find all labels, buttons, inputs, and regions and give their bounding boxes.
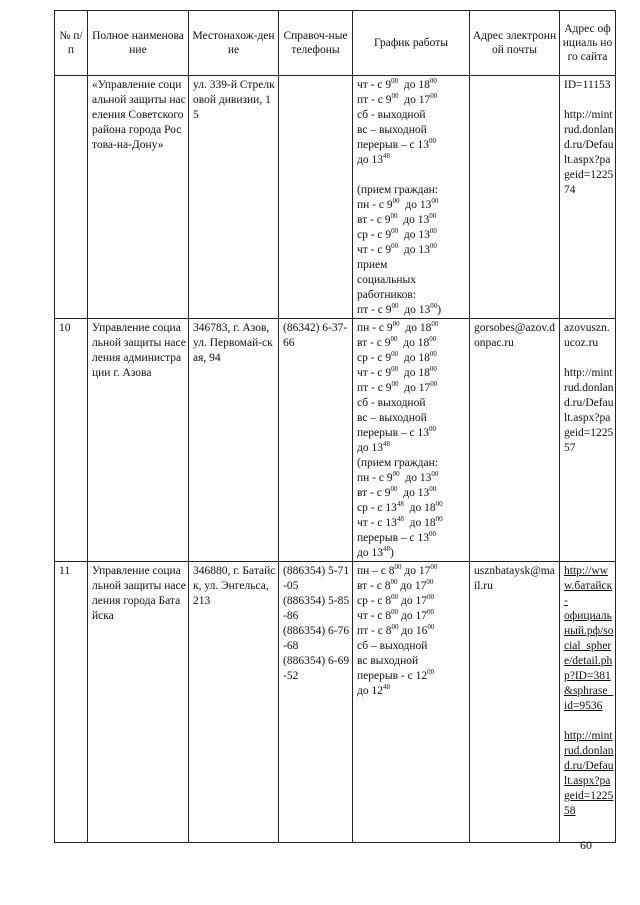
website-line[interactable]: d.ru/Defau xyxy=(564,760,614,772)
schedule-minutes: 00 xyxy=(390,212,398,221)
schedule-minutes: 00 xyxy=(429,335,437,344)
schedule-text: до 12 xyxy=(357,685,383,697)
phone-number: (886354) 5-71-05 xyxy=(283,565,350,592)
cell-schedule xyxy=(353,76,470,319)
website-line[interactable]: rud.donlan xyxy=(564,745,614,757)
schedule-minutes: 00 xyxy=(430,380,438,389)
schedule-text: до 17 xyxy=(398,595,428,607)
cell-email[interactable]: usznbataysk@mail.ru xyxy=(470,562,560,843)
cell-website[interactable] xyxy=(560,562,616,843)
cell-num: 11 xyxy=(55,562,88,843)
schedule-minutes: 48 xyxy=(382,683,390,692)
website-line[interactable]: d.ru/Defau xyxy=(564,397,614,409)
website-line[interactable]: id=9536 xyxy=(564,700,603,712)
schedule-text: пн – с 8 xyxy=(357,565,395,577)
schedule-line xyxy=(357,168,467,183)
schedule-minutes: 00 xyxy=(435,500,443,509)
schedule-minutes: 00 xyxy=(429,212,437,221)
website-line[interactable]: 57 xyxy=(564,442,576,454)
schedule-text: до 17 xyxy=(398,94,431,106)
website-line[interactable]: 58 xyxy=(564,805,576,817)
schedule-minutes: 48 xyxy=(396,515,404,524)
schedule-line xyxy=(357,213,467,228)
website-line[interactable]: http://ww xyxy=(564,565,609,577)
website-line[interactable]: ID=11153 xyxy=(564,79,611,91)
schedule-line xyxy=(357,564,467,579)
schedule-minutes: 00 xyxy=(426,578,434,587)
schedule-text: до 13 xyxy=(397,487,430,499)
schedule-minutes: 00 xyxy=(391,227,399,236)
cell-email[interactable]: gorsobes@azov.donpac.ru xyxy=(470,319,560,562)
schedule-text: перерыв – с 13 xyxy=(357,427,429,439)
schedule-minutes: 00 xyxy=(429,365,437,374)
website-line[interactable]: geid=1225 xyxy=(564,169,614,181)
schedule-text: сб – выходной xyxy=(357,640,428,652)
schedule-text: до 13 xyxy=(399,199,432,211)
schedule-text: вс выходной xyxy=(357,655,419,667)
cell-phones xyxy=(279,319,353,562)
schedule-minutes: 00 xyxy=(429,77,437,86)
cell-email[interactable] xyxy=(470,76,560,319)
schedule-text: чт - с 13 xyxy=(357,517,397,529)
page-number: 60 xyxy=(580,838,592,852)
schedule-minutes: 00 xyxy=(435,515,443,524)
schedule-text: до 17 xyxy=(397,580,427,592)
schedule-text: вс – выходной xyxy=(357,412,427,424)
schedule-line xyxy=(357,138,467,153)
schedule-minutes: 00 xyxy=(431,320,439,329)
schedule-text: сб - выходной xyxy=(357,109,426,121)
schedule-text: чт - с 9 xyxy=(357,79,392,91)
schedule-text: социальных xyxy=(357,274,416,286)
schedule-text: ср - с 9 xyxy=(357,352,392,364)
website-line[interactable]: http://mint xyxy=(564,367,613,379)
schedule-text: до 13 xyxy=(357,547,383,559)
schedule-text: до 13 xyxy=(398,304,431,316)
schedule-line xyxy=(357,546,467,561)
schedule-text: чт - с 9 xyxy=(357,367,392,379)
schedule-text: до 18 xyxy=(398,367,430,379)
schedule-text: пт - с 9 xyxy=(357,94,392,106)
schedule-minutes: 00 xyxy=(427,593,435,602)
schedule-line xyxy=(357,609,467,624)
schedule-minutes: 00 xyxy=(390,335,398,344)
website-line[interactable]: ный.рф/so xyxy=(564,625,614,637)
schedule-text: пн - с 9 xyxy=(357,199,393,211)
website-line[interactable]: w.батайск xyxy=(564,580,613,592)
schedule-minutes: 00 xyxy=(430,563,438,572)
schedule-text: вт - с 8 xyxy=(357,580,391,592)
schedule-line xyxy=(357,411,467,426)
schedule-line xyxy=(357,654,467,669)
schedule-text: чт - с 9 xyxy=(357,244,392,256)
schedule-line xyxy=(357,243,467,258)
schedule-minutes: 00 xyxy=(429,350,437,359)
schedule-text: (прием граждан: xyxy=(357,184,438,196)
website-line[interactable]: lt.aspx?pa xyxy=(564,154,611,166)
header-phones: Справоч-ные телефоны xyxy=(279,11,353,76)
schedule-minutes: 00 xyxy=(426,608,434,617)
header-website: Адрес официаль ного сайта xyxy=(560,11,616,76)
schedule-minutes: 00 xyxy=(391,242,399,251)
blank-line xyxy=(564,351,613,366)
schedule-line xyxy=(357,153,467,168)
schedule-text: ) xyxy=(389,547,394,559)
schedule-minutes: 00 xyxy=(391,92,399,101)
schedule-minutes: 48 xyxy=(396,500,404,509)
schedule-text: пн - с 9 xyxy=(357,322,393,334)
schedule-minutes: 00 xyxy=(390,578,398,587)
schedule-minutes: 00 xyxy=(391,593,399,602)
schedule-minutes: 48 xyxy=(382,152,390,161)
phone-number: (86342) 6-37-66 xyxy=(283,322,348,349)
cell-name: Управление социальной защиты населения администрации г. Азова xyxy=(88,319,189,562)
schedule-text: (прием граждан: xyxy=(357,457,438,469)
schedule-line xyxy=(357,471,467,486)
blank-line xyxy=(564,93,613,108)
schedule-line xyxy=(357,78,467,93)
schedule-text: до 17 xyxy=(398,382,431,394)
schedule-line xyxy=(357,288,467,303)
schedule-minutes: 00 xyxy=(427,623,435,632)
schedule-line xyxy=(357,639,467,654)
phone-number: (886354) 6-76-68 xyxy=(283,625,350,652)
schedule-line xyxy=(357,396,467,411)
schedule-line xyxy=(357,456,467,471)
schedule-text: до 13 xyxy=(357,442,383,454)
schedule-text: до 13 xyxy=(397,214,430,226)
schedule-line xyxy=(357,594,467,609)
schedule-text: вт - с 9 xyxy=(357,487,391,499)
schedule-text: ) xyxy=(437,304,442,316)
schedule-line xyxy=(357,531,467,546)
schedule-line xyxy=(357,123,467,138)
website-line[interactable]: rud.donlan xyxy=(564,382,614,394)
schedule-text: пт - с 9 xyxy=(357,382,392,394)
schedule-line xyxy=(357,321,467,336)
schedule-line xyxy=(357,486,467,501)
cell-phones xyxy=(279,562,353,843)
schedule-minutes: 00 xyxy=(391,77,399,86)
schedule-minutes: 00 xyxy=(392,320,400,329)
header-row xyxy=(55,11,616,76)
schedule-text: до 18 xyxy=(403,517,436,529)
website-line[interactable]: e/detail.ph xyxy=(564,655,613,667)
cell-website[interactable] xyxy=(560,76,616,319)
website-line[interactable]: - xyxy=(564,595,568,607)
schedule-line xyxy=(357,93,467,108)
schedule-text: вс – выходной xyxy=(357,124,427,136)
schedule-text: до 18 xyxy=(399,322,432,334)
schedule-text: ср - с 8 xyxy=(357,595,392,607)
schedule-line xyxy=(357,624,467,639)
schedule-line xyxy=(357,501,467,516)
schedule-text: перерыв - с 12 xyxy=(357,670,428,682)
schedule-line xyxy=(357,669,467,684)
schedule-minutes: 00 xyxy=(430,302,438,311)
schedule-minutes: 00 xyxy=(391,365,399,374)
schedule-text: ср - с 9 xyxy=(357,229,392,241)
schedule-minutes: 00 xyxy=(429,425,436,434)
cell-num: 10 xyxy=(55,319,88,562)
schedule-line xyxy=(357,441,467,456)
website-line[interactable]: azovuszn. xyxy=(564,322,610,334)
website-line[interactable]: lt.aspx?pa xyxy=(564,412,611,424)
cell-name: «Управление социальной защиты населения Советского района города Ростова-на-Дону» xyxy=(88,76,189,319)
schedule-minutes: 00 xyxy=(394,563,402,572)
schedule-text: вт - с 9 xyxy=(357,214,391,226)
website-line[interactable]: geid=1225 xyxy=(564,790,614,802)
website-line[interactable]: http://mint xyxy=(564,109,613,121)
schedule-minutes: 00 xyxy=(391,380,399,389)
schedule-text: вт - с 9 xyxy=(357,337,391,349)
blank-line xyxy=(564,714,613,729)
cell-name: Управление социальной защиты населения города Батайска xyxy=(88,562,189,843)
schedule-text: до 13 xyxy=(398,244,430,256)
schedule-minutes: 48 xyxy=(382,545,390,554)
cell-schedule xyxy=(353,319,470,562)
schedule-line xyxy=(357,579,467,594)
schedule-text: чт - с 8 xyxy=(357,610,392,622)
schedule-text: пн - с 9 xyxy=(357,472,393,484)
schedule-minutes: 00 xyxy=(429,485,437,494)
schedule-minutes: 48 xyxy=(382,440,390,449)
schedule-text: до 18 xyxy=(398,352,430,364)
website-line[interactable]: cial_spher xyxy=(564,640,612,652)
website-line[interactable]: lt.aspx?pa xyxy=(564,775,611,787)
cell-website[interactable] xyxy=(560,319,616,562)
schedule-text: до 16 xyxy=(398,625,428,637)
schedule-line xyxy=(357,684,467,699)
table-row xyxy=(55,319,616,562)
schedule-minutes: 00 xyxy=(392,470,400,479)
cell-address: 346783, г. Азов, ул. Первомай-ская, 94 xyxy=(189,319,279,562)
schedule-text: перерыв – с 13 xyxy=(357,139,429,151)
schedule-line xyxy=(357,516,467,531)
schedule-text: до 18 xyxy=(397,337,430,349)
schedule-text: работников: xyxy=(357,289,417,301)
schedule-text: до 13 xyxy=(357,154,383,166)
header-name: Полное наименование xyxy=(88,11,189,76)
website-line[interactable]: &sphrase_ xyxy=(564,685,614,697)
phone-number: (886354) 5-85-86 xyxy=(283,595,350,622)
header-schedule: График работы xyxy=(353,11,470,76)
schedule-minutes: 00 xyxy=(431,197,439,206)
schedule-text: пт - с 9 xyxy=(357,304,392,316)
schedule-minutes: 00 xyxy=(391,608,399,617)
schedule-text: до 17 xyxy=(398,610,427,622)
cell-address: 346880, г. Батайск, ул. Энгельса, 213 xyxy=(189,562,279,843)
website-line[interactable]: официаль xyxy=(564,610,612,622)
schedule-minutes: 00 xyxy=(431,470,439,479)
website-line[interactable]: d.ru/Defau xyxy=(564,139,614,151)
schedule-line xyxy=(357,336,467,351)
schedule-text: ср - с 13 xyxy=(357,502,397,514)
schedule-line xyxy=(357,258,467,273)
schedule-minutes: 00 xyxy=(430,92,438,101)
cell-num xyxy=(55,76,88,319)
schedule-minutes: 00 xyxy=(429,530,436,539)
schedule-line xyxy=(357,108,467,123)
schedule-line xyxy=(357,228,467,243)
cell-phones xyxy=(279,76,353,319)
cell-schedule xyxy=(353,562,470,843)
cell-address: ул. 339-й Стрелковой дивизии, 15 xyxy=(189,76,279,319)
website-line[interactable]: p?ID=381 xyxy=(564,670,611,682)
schedule-text: до 18 xyxy=(403,502,436,514)
social-protection-table xyxy=(54,10,616,843)
table-row xyxy=(55,562,616,843)
schedule-minutes: 00 xyxy=(391,350,399,359)
schedule-line xyxy=(357,303,467,318)
schedule-line xyxy=(357,426,467,441)
schedule-text: до 18 xyxy=(398,79,430,91)
schedule-line xyxy=(357,366,467,381)
schedule-text: перерыв – с 13 xyxy=(357,532,429,544)
website-line[interactable]: rud.donlan xyxy=(564,124,614,136)
schedule-line xyxy=(357,183,467,198)
website-line[interactable]: ucoz.ru xyxy=(564,337,599,349)
header-email: Адрес электронной почты xyxy=(470,11,560,76)
schedule-text: сб - выходной xyxy=(357,397,426,409)
schedule-text: прием xyxy=(357,259,388,271)
schedule-text: до 17 xyxy=(401,565,431,577)
schedule-minutes: 00 xyxy=(427,668,435,677)
schedule-line xyxy=(357,351,467,366)
schedule-minutes: 00 xyxy=(391,623,399,632)
schedule-minutes: 00 xyxy=(390,485,398,494)
phone-number: (886354) 6-69-52 xyxy=(283,655,350,682)
header-num: № п/п xyxy=(55,11,88,76)
schedule-minutes: 00 xyxy=(429,227,437,236)
schedule-minutes: 00 xyxy=(429,242,437,251)
schedule-line xyxy=(357,198,467,213)
website-line[interactable]: 74 xyxy=(564,184,576,196)
schedule-minutes: 00 xyxy=(429,137,436,146)
schedule-text: до 13 xyxy=(398,229,430,241)
schedule-minutes: 00 xyxy=(391,302,399,311)
schedule-minutes: 00 xyxy=(392,197,400,206)
schedule-line xyxy=(357,381,467,396)
table-row xyxy=(55,76,616,319)
header-location: Местонахож-дение xyxy=(189,11,279,76)
schedule-line xyxy=(357,273,467,288)
schedule-text: до 13 xyxy=(399,472,432,484)
schedule-text: пт - с 8 xyxy=(357,625,392,637)
website-line[interactable]: http://mint xyxy=(564,730,613,742)
website-line[interactable]: geid=1225 xyxy=(564,427,614,439)
